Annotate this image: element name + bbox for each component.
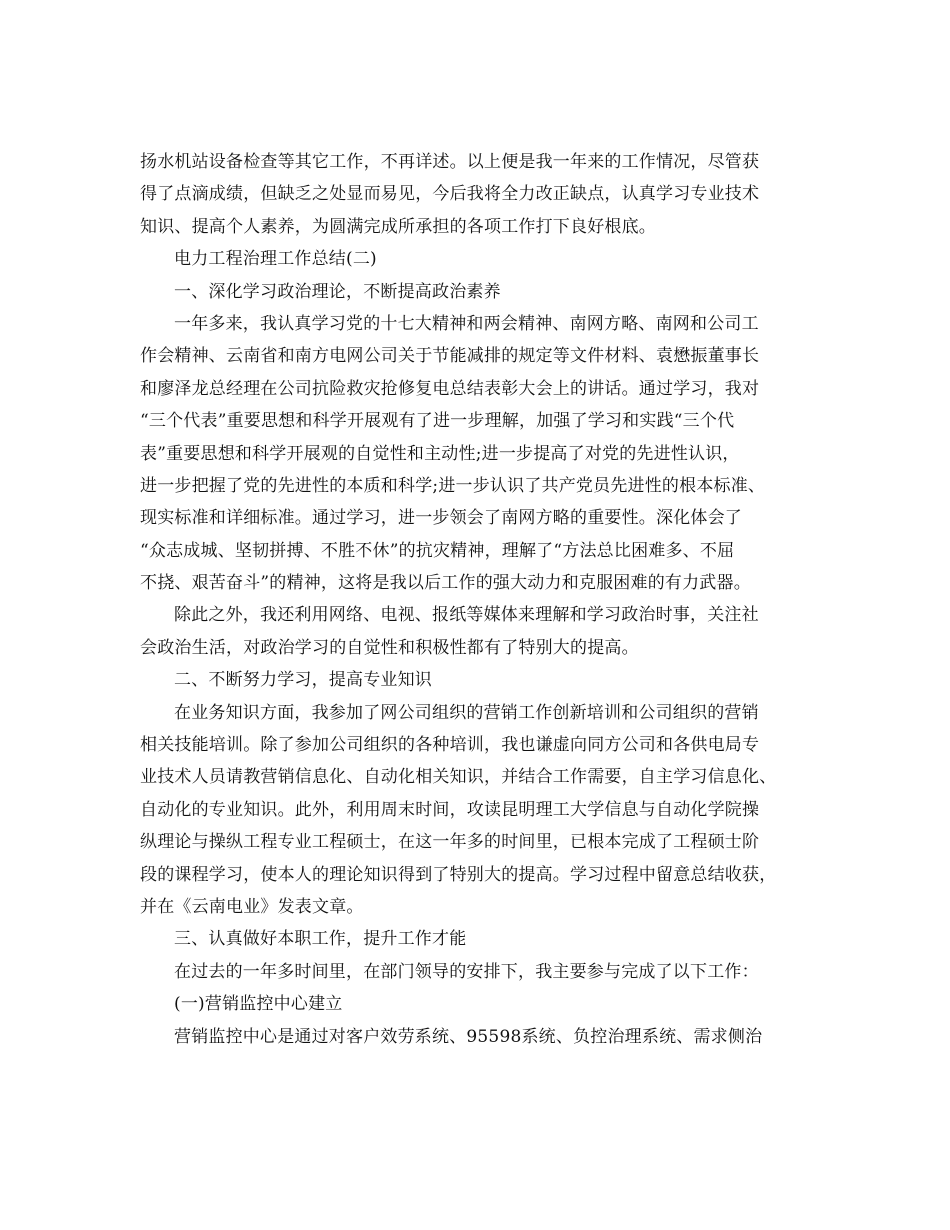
text-line: “众志成城、坚韧拼搏、不胜不休”的抗灾精神，理解了“方法总比困难多、不屈: [140, 540, 735, 561]
text-line: 和廖泽龙总经理在公司抗险救灾抢修复电总结表彰大会上的讲话。通过学习，我对: [140, 378, 760, 399]
text-line: 在过去的一年多时间里，在部门领导的安排下，我主要参与完成了以下工作：: [174, 961, 759, 982]
text-line: 营销监控中心是通过对客户效劳系统、95598系统、负控治理系统、需求侧治: [174, 1026, 763, 1047]
text-line: 二、不断努力学习，提高专业知识: [174, 670, 432, 691]
text-line: 业技术人员请教营销信息化、自动化相关知识，并结合工作需要，自主学习信息化、: [140, 767, 777, 788]
text-line: 段的课程学习，使本人的理论知识得到了特别大的提高。学习过程中留意总结收获，: [140, 864, 777, 885]
text-line: 电力工程治理工作总结(二): [174, 249, 377, 270]
text-line: 纵理论与操纵工程专业工程硕士，在这一年多的时间里，已根本完成了工程硕士阶: [140, 832, 760, 853]
text-line: 会政治生活，对政治学习的自觉性和积极性都有了特别大的提高。: [140, 637, 639, 658]
text-line: 在业务知识方面，我参加了网公司组织的营销工作创新培训和公司组织的营销: [174, 702, 759, 723]
text-line: 进一步把握了党的先进性的本质和科学;进一步认识了共产党员先进性的根本标准、: [140, 475, 766, 496]
text-line: 一年多来，我认真学习党的十七大精神和两会精神、南网方略、南网和公司工: [174, 313, 759, 334]
text-line: 现实标准和详细标准。通过学习，进一步领会了南网方略的重要性。深化体会了: [140, 508, 742, 529]
text-line: 表”重要思想和科学开展观的自觉性和主动性;进一步提高了对党的先进性认识，: [140, 443, 740, 464]
text-line: 三、认真做好本职工作，提升工作才能: [174, 929, 467, 950]
text-line: 不挠、艰苦奋斗”的精神，这将是我以后工作的强大动力和克服困难的有力武器。: [140, 573, 751, 594]
text-line: 自动化的专业知识。此外，利用周末时间，攻读昆明理工大学信息与自动化学院操: [140, 799, 760, 820]
text-line: (一)营销监控中心建立: [174, 994, 343, 1015]
text-line: 得了点滴成绩，但缺乏之处显而易见，今后我将全力改正缺点，认真学习专业技术: [140, 184, 760, 205]
text-line: 一、深化学习政治理论，不断提高政治素养: [174, 281, 501, 302]
document-body: [140, 146, 830, 1053]
text-line: 作会精神、云南省和南方电网公司关于节能减排的规定等文件材料、袁懋振董事长: [140, 346, 760, 367]
text-line: 相关技能培训。除了参加公司组织的各种培训，我也谦虚向同方公司和各供电局专: [140, 735, 760, 756]
text-line: 扬水机站设备检查等其它工作，不再详述。以上便是我一年来的工作情况，尽管获: [140, 152, 760, 172]
text-line: “三个代表”重要思想和科学开展观有了进一步理解，加强了学习和实践“三个代: [140, 411, 735, 432]
text-line: 知识、提高个人素养，为圆满完成所承担的各项工作打下良好根底。: [140, 216, 656, 237]
text-line: 并在《云南电业》发表文章。: [140, 896, 364, 917]
text-line: 除此之外，我还利用网络、电视、报纸等媒体来理解和学习政治时事，关注社: [174, 605, 759, 626]
